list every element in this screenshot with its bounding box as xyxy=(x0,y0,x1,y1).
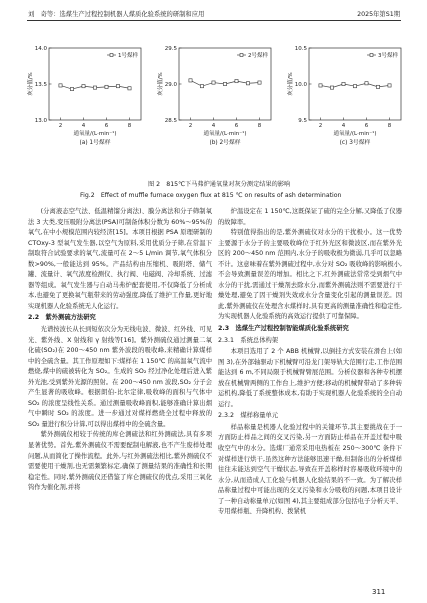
data-point xyxy=(223,82,226,85)
subfigure-label: (b) 2号煤样 xyxy=(209,140,241,146)
legend-label: 1号煤样 xyxy=(118,53,138,59)
x-tick-label: 6 xyxy=(104,123,109,129)
data-point xyxy=(116,85,119,88)
x-tick-label: 4 xyxy=(81,123,86,129)
y-tick-label: 14.0 xyxy=(34,46,47,52)
x-tick-label: 4 xyxy=(211,123,216,129)
section-heading: 2.2 紫外测硫方法研究 xyxy=(28,314,96,322)
subsection-heading: 2.3.2 煤样称量单元 xyxy=(218,412,279,420)
x-tick-label: 6 xyxy=(234,123,239,129)
header-rule xyxy=(27,20,401,21)
paragraph: (分离液态空气法、低温精馏分离法)、膜分离法和分子筛制氧法 3 大类,变压吸附分离法(PSA)可制备体积分数为 60%～95%的氧气,在中小规模范围内较经济[15]。本项目根据 PSA 原理研制的 CTOxy-3 型氧气发生器,以空气为原料,采用优质分子筛,在常温下制取符合试验要求的氧气,流量可在 2～5 L/min 调节,氧气体积分数>90%,一般能达到 95%。产品结构由压缩机、吸附塔、储气罐、流量计、氧气浓度检测仪、执行阀、电磁阀、冷却系统、过滤器等组成。氧气发生器与自动马弗炉配套使用,不仅降低了分析成本,也避免了更换氧气瓶带来的劳动强度,降低了维护工作量,更好地实现机器人化验系统无人化运行。 xyxy=(28,208,212,310)
data-point xyxy=(93,86,96,89)
data-point xyxy=(365,82,368,85)
y-axis-label: 灰分值/% xyxy=(288,72,294,96)
paragraph: 本项目选用了 2 个 ABB 机械臂,以倒挂方式安装在滑台上(如图 3),在外部轴驱动下机械臂可沿龙门架导轨大范围行走,工作范围能达到 6 m,不同局限于机械臂臂展范围。分析仪器和各种专机摆放在机械臂两侧的工作台上,维护方便;移动的机械臂带动了多种转运机构,降低了系统整体成本,有助于实现机器人化验系统的全自动运行。 xyxy=(218,348,402,408)
paragraph: 炉温设定在 1 150℃,这既保证了硫的完全分解,又降低了仪器的故障率。 xyxy=(218,208,402,226)
x-tick-label: 2 xyxy=(318,123,323,129)
figure-caption-en: Fig.2 Effect of muffle furnace oxygen flux at 815 ℃ on results of ash determination xyxy=(80,192,342,199)
chart-coal-sample-1 xyxy=(22,40,148,160)
x-tick-label: 2 xyxy=(188,123,193,129)
x-tick-label: 8 xyxy=(387,123,392,129)
data-point xyxy=(82,85,85,88)
data-point xyxy=(330,86,333,89)
data-point xyxy=(376,85,379,88)
x-tick-label: 4 xyxy=(341,123,346,129)
data-point xyxy=(258,81,261,84)
data-point xyxy=(342,82,345,85)
legend-marker xyxy=(240,54,243,57)
data-point xyxy=(235,80,238,83)
data-point xyxy=(189,79,192,82)
y-tick-label: 9.5 xyxy=(298,118,307,124)
x-axis-label: 通氧量/(L·min⁻¹) xyxy=(73,131,117,137)
y-tick-label: 10.5 xyxy=(294,46,307,52)
legend-label: 3号煤样 xyxy=(378,53,398,59)
data-point xyxy=(59,84,62,87)
x-tick-label: 6 xyxy=(364,123,369,129)
running-header-title: 刘 奇等：选煤生产过程控制机器人煤质化验系统的研制和应用 xyxy=(28,11,205,18)
x-tick-label: 2 xyxy=(58,123,63,129)
body-left-column xyxy=(28,207,212,494)
paragraph: 光谱按波长从长到短依次分为无线电波、微波、红外线、可见光、紫外线、X 射线和 γ 射线等[16]。紫外测硫仪通过测量二氧化硫(SO₂)在 200～450 nm 紫外波段的吸收峰,来精确计算煤样中的全硫含量。其工作原理如下:煤样在 1 150℃ 的高温氧气流中燃烧,煤中的硫被转化为 SO₂。生成的 SO₂ 经过净化处理后进入紫外光池,受到紫外光源的照射。在 200～450 nm 波段,SO₂ 分子会产生显著的吸收峰。根据朗伯-比尔定律,吸收峰的面积与气体中 SO₂ 的浓度呈线性关系。通过测量吸收峰面积,能够准确计算出烟气中瞬时 SO₂ 的浓度。进一步通过对煤样燃烧全过程中释放的 SO₂ 量进行积分计算,可以得出煤样中的全硫含量。 xyxy=(28,326,212,428)
section-heading: 2.3 选煤生产过程控制智能煤质化验系统研究 xyxy=(218,325,349,333)
paragraph: 紫外测硫仪相较于传统的库仑测硫法和红外测硫法,具有多项显著优势。首先,紫外测硫仪不需要配制电解液,也不产生废样处理问题,从而简化了操作流程。此外,与红外测硫法相比,紫外测硫仪不需要使用干燥剂,也无需频繁标定,确保了测量结果的准确性和长期稳定性。同时,紫外测硫仪还借鉴了库仑测硫仪的优点,采用三氧化钨作为催化剂,并将 xyxy=(28,431,212,492)
x-tick-label: 8 xyxy=(127,123,132,129)
subfigure-label: (c) 3号煤样 xyxy=(339,140,371,146)
page-number: 311 xyxy=(372,588,386,596)
subfigure-label: (a) 1号煤样 xyxy=(79,140,111,146)
body-right-column xyxy=(218,207,402,518)
y-tick-label: 28.5 xyxy=(164,118,177,124)
x-tick-label: 8 xyxy=(257,123,262,129)
subsection-heading: 2.3.1 系统总体构架 xyxy=(218,336,279,344)
x-axis-label: 通氧量/(L·min⁻¹) xyxy=(333,131,377,137)
data-point xyxy=(388,84,391,87)
y-tick-label: 29.5 xyxy=(164,46,177,52)
running-header-issue: 2025年第S1期 xyxy=(357,11,400,18)
y-tick-label: 13.5 xyxy=(34,82,47,88)
data-point xyxy=(212,81,215,84)
legend-marker xyxy=(110,54,113,57)
chart-coal-sample-3 xyxy=(282,40,408,160)
data-point xyxy=(353,85,356,88)
figure-caption-cn: 图 2 815℃下马弗炉通氧量对灰分测定结果的影响 xyxy=(148,181,291,188)
legend-label: 2号煤样 xyxy=(248,53,268,59)
y-axis-label: 灰分值/% xyxy=(158,72,164,96)
chart-coal-sample-2 xyxy=(152,40,278,160)
data-point xyxy=(319,84,322,87)
data-point xyxy=(200,85,203,88)
legend-marker xyxy=(370,54,373,57)
data-point xyxy=(70,87,73,90)
data-point xyxy=(105,85,108,88)
y-axis-label: 灰分值/% xyxy=(28,72,34,96)
data-point xyxy=(128,87,131,90)
paragraph: 特别值得指出的是,紫外测硫仪对水分的干扰极小。这一优势主要源于水分子的主要吸收峰位于红外光区和微波区,而在紫外光区的 200～450 nm 范围内,水分子的吸收极为微弱,几乎可以忽略不计。这意味着在紫外测硫过程中,水分对 SO₂ 吸收峰的影响极小,不会导致测量误差的增加。相比之下,红外测硫法常常受到烟气中水分的干扰,需通过干燥剂去除水分,而紫外测硫法则不需要进行干燥处理,避免了因干燥剂失效或水分含量变化引起的测量误差。因此,紫外测硫仪在处理含水煤样时,具有更高的测量准确性和稳定性,为实现机器人化验系统的高效运行提供了可靠保障。 xyxy=(218,229,402,321)
y-tick-label: 29.0 xyxy=(164,82,177,88)
x-axis-label: 通氧量/(L·min⁻¹) xyxy=(203,131,247,137)
y-tick-label: 13.0 xyxy=(34,118,47,124)
data-point xyxy=(246,82,249,85)
y-tick-label: 10.0 xyxy=(294,82,307,88)
paragraph: 样品称量是机器人化验过程中的关键环节,其主要挑战在于一方面防止样品之间的交叉污染,另一方面防止样品在开盖过程中吸收空气中的水分。选煤厂通常采用电热板在 250～300℃ 条件下对煤样进行烘干,虽然这种方法能够迅速干燥,但制备出的分析煤样往往未能达到空气干燥状态,导致在开盖称样时容易吸收环境中的水分,从而造成人工化验与机器人化验结果的不一致。为了解决样品称量过程中可能出现的交叉污染和水分吸收的问题,本项目设计了一种自动称量单元(如图 4),其主要组成部分包括电子分析天平、专用煤样瓶、升降机构、拨紧机 xyxy=(218,423,402,516)
